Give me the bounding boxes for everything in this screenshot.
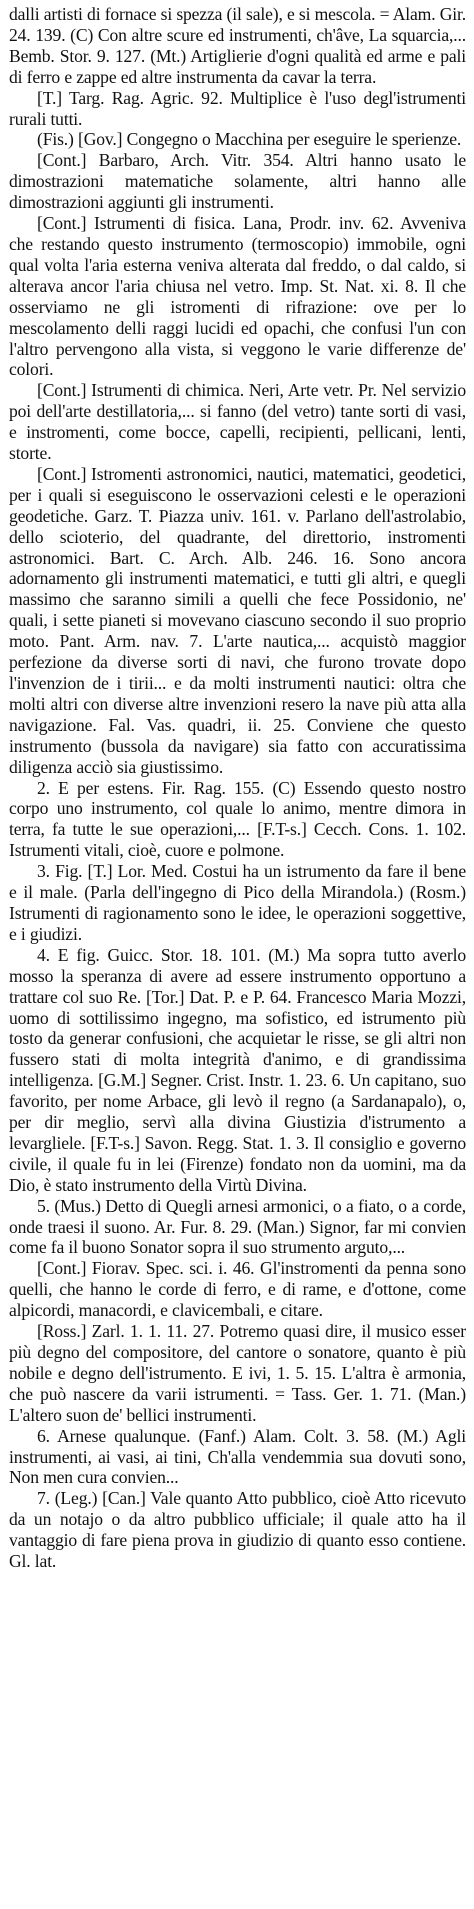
entry-paragraph: 4. E fig. Guicc. Stor. 18. 101. (M.) Ma sopra tutto averlo mosso la speranza di avere ad essere instrumento opportuno a trattare col suo Re. [Tor.] Dat. P. e P. 64. Francesco Maria Mozzi, uomo di sottilissimo ingegno, ma sofistico, ed istrumento più tosto da generar confusioni, che acquietar le risse, se gli altri non fussero stati di molta integrità d'animo, e di grandissima intelligenza. [G.M.] Segner. Crist. Instr. 1. 23. 6. Un capitano, suo favorito, per nome Arbace, gli levò il regno (a Sardanapalo), o, per dir meglio, servì alla divina Giustizia d'istrumento a levargliele. [F.T-s.] Savon. Regg. Stat. 1. 3. Il consiglio e governo civile, il quale fu in lei (Firenze) fondato non da uomini, ma da Dio, è stato instrumento della Virtù Divina. — [9, 944, 466, 1195]
entry-paragraph: 3. Fig. [T.] Lor. Med. Costui ha un istrumento da fare il bene e il male. (Parla dell'ingegno di Pico della Mirandola.) (Rosm.) Istrumenti di ragionamento sono le idee, le operazioni soggettive, e i giudizi. — [9, 861, 466, 944]
entry-paragraph: [Cont.] Istrumenti di chimica. Neri, Arte vetr. Pr. Nel servizio poi dell'arte destillatoria,... si fanno (del vetro) tante sorti di vasi, e instromenti, come bocce, capelli, recipienti, pellicani, lenti, storte. — [9, 380, 466, 464]
entry-paragraph: 7. (Leg.) [Can.] Vale quanto Atto pubblico, cioè Atto ricevuto da un notajo o da altro pubblico ufficiale; il quale atto ha il vantaggio di fare piena prova in giudizio di quanto esso contiene. Gl. lat. — [9, 1488, 466, 1572]
entry-paragraph: [Ross.] Zarl. 1. 1. 11. 27. Potremo quasi dire, il musico esser più degno del compositore, del cantore o sonatore, quanto è più nobile e degno dell'istrumento. E ivi, 1. 5. 15. L'altra è armonia, che può nascere da varii istrumenti. = Tass. Ger. 1. 71. (Man.) L'altero suon de' bellici instrumenti. — [9, 1321, 466, 1425]
entry-paragraph: 5. (Mus.) Detto di Quegli arnesi armonici, o a fiato, o a corde, onde traesi il suono. Ar. Fur. 8. 29. (Man.) Signor, far mi convien come fa il buono Sonator sopra il suo strumento arguto,... — [9, 1195, 466, 1258]
entry-paragraph: [Cont.] Istromenti astronomici, nautici, matematici, geodetici, per i quali si eseguiscono le osservazioni celesti e le operazioni geodetiche. Garz. T. Piazza univ. 161. v. Parlano dell'astrolabio, dello scioterio, del quadrante, del direttorio, instromenti astronomici. Bart. C. Arch. Alb. 246. 16. Sono ancora adornamento gli instrumenti matematici, e tutti gli altri, e quegli massimo che saranno simili a quelli che fece Possidonio, ne' quali, i sette pianeti si movevano ciascuno secondo il suo proprio moto. Pant. Arm. nav. 7. L'arte nautica,... acquistò maggior perfezione da diverse sorti di navi, che furono trovate dopo l'invenzion de i tirii... e da molti instrumenti nautici: oltra che molti altri con diverse altre invenzioni resero la nave più atta alla navigazione. Fal. Vas. quadri, ii. 25. Conviene che questo instrumento (bussola da navigare) sia fatto con accuratissima diligenza acciò sia giustissimo. — [9, 463, 466, 777]
entry-paragraph: [T.] Targ. Rag. Agric. 92. Multiplice è l'uso degl'istrumenti rurali tutti. — [9, 87, 466, 129]
entry-paragraph: [Cont.] Barbaro, Arch. Vitr. 354. Altri hanno usato le dimostrazioni matematiche solamente, altri hanno alle dimostrazioni aggiunti gli instrumenti. — [9, 150, 466, 213]
entry-paragraph: 6. Arnese qualunque. (Fanf.) Alam. Colt. 3. 58. (M.) Agli instrumenti, ai vasi, ai tini, Ch'alla vendemmia sua dovuti sono, Non men cura convien... — [9, 1425, 466, 1488]
entry-paragraph: 2. E per estens. Fir. Rag. 155. (C) Essendo questo nostro corpo uno instrumento, col quale lo animo, mentre dimora in terra, fa tutte le sue operazioni,... [F.T-s.] Cecch. Cons. 1. 102. Istrumenti vitali, cioè, cuore e polmone. — [9, 777, 466, 861]
entry-paragraph: [Cont.] Istrumenti di fisica. Lana, Prodr. inv. 62. Avveniva che restando questo instrumento (termoscopio) immobile, ogni qual volta l'aria esterna veniva alterata dal freddo, o dal caldo, si alterava ancor l'aria chiusa nel vetro. Imp. St. Nat. xi. 8. Il che osserviamo ne gli istromenti di rifrazione: ove per lo mescolamento delli raggi lucidi ed opachi, che confusi l'un con l'altro pervengono alla vista, si veggono le varie differenze de' colori. — [9, 213, 466, 380]
entry-paragraph: [Cont.] Fiorav. Spec. sci. i. 46. Gl'instromenti da penna sono quelli, che hanno le corde di ferro, e di rame, e d'ottone, come alpicordi, manacordi, e clavicembali, e citare. — [9, 1258, 466, 1321]
entry-paragraph: (Fis.) [Gov.] Congegno o Macchina per eseguire le sperienze. — [37, 129, 462, 150]
entry-paragraph: dalli artisti di fornace si spezza (il sale), e si mescola. = Alam. Gir. 24. 139. (C) Con altre scure ed instrumenti, ch'âve, La squarcia,... Bemb. Stor. 9. 127. (Mt.) Artiglierie d'ogni qualità ed arme e pali di ferro e zappe ed altre instrumenta da cavar la terra. — [9, 4, 466, 87]
